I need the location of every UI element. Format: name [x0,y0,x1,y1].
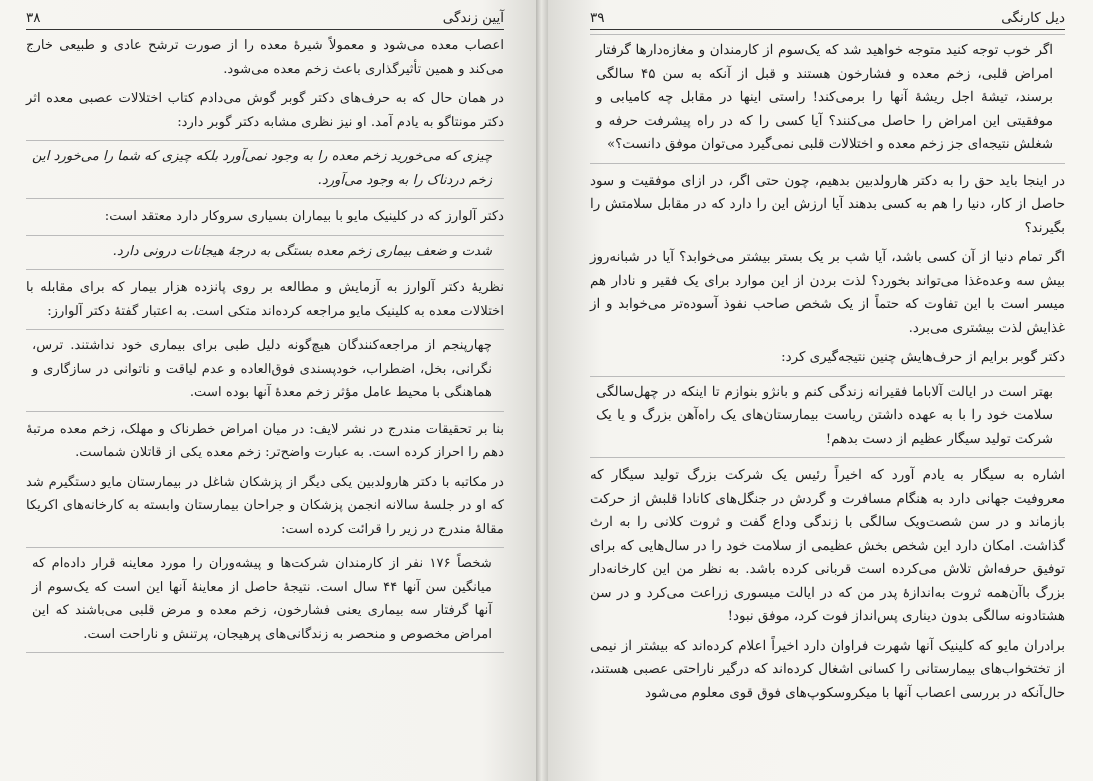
paragraph: برادران مایو که کلینیک آنها شهرت فراوان دارد اخیراً اعلام کرده‌اند که بیشتر از نیمی از تختخواب‌های بیمارستانی را کسانی اشغال کرده‌اند که درگیر ناراحتی عصبی هستند، حال‌آنکه در بررسی اعصاب آنها با میکروسکوپ‌های فوق قوی معلوم می‌شود [590,638,1065,701]
block-quote: چیزی که می‌خورید زخم معده را به وجود نمی‌آورد بلکه چیزی که شما را می‌خورد این زخم دردناک را به وجود می‌آورد. [26,140,504,199]
book-title: آیین زندگی [442,10,504,26]
left-page-body [26,34,504,653]
paragraph: اعصاب معده می‌شود و معمولاً شیرهٔ معده را از صورت ترشح عادی و طبیعی خارج می‌کند و همین تأثیرگذاری باعث زخم معده می‌شود. [26,38,504,77]
right-page-header [590,10,1065,30]
right-page [548,0,1093,781]
block-quote: شخصاً ۱۷۶ نفر از کارمندان شرکت‌ها و پیشه‌وران را مورد معاینه قرار داده‌ام که میانگین سن آنها ۴۴ سال است. نتیجهٔ حاصل از معاینهٔ آنها این است که یک‌سوم از آنها گرفتار سه بیماری یعنی فشارخون، زخم معده و مرض قلبی می‌باشند که این امراض مخصوص و منحصر به زندگانی‌های پرهیجان، پرتنش و ناراحت است. [26,547,504,653]
block-quote: شدت و ضعف بیماری زخم معده بستگی به درجهٔ هیجانات درونی دارد. [26,235,504,271]
paragraph: در مکاتبه با دکتر هارولدبین یکی دیگر از پزشکان شاغل در بیمارستان مایو دستگیرم شد که او در جلسهٔ سالانه انجمن پزشکان و جراحان بیمارستان وابسته به کارخانه‌های اکریکا مقالهٔ مندرج در زیر را قرائت کرده است: [26,474,504,537]
paragraph: دکتر گوبر برایم از حرف‌هایش چنین نتیجه‌گیری کرد: [781,350,1065,365]
paragraph: اگر تمام دنیا از آن کسی باشد، آیا شب بر یک بستر بیشتر می‌خوابد؟ آیا در شبانه‌روز بیش سه وعده‌غذا می‌تواند بخورد؟ لذت بردن از این موارد برای یک فقیر و نادار هم میسر است با این تفاوت که حتماً از یک شخص صاحب نفوذ آسوده‌تر می‌خوابد و از غذایش لذت بیشتری می‌برد. [590,250,1065,336]
paragraph: اشاره به سیگار به یادم آورد که اخیراً رئیس یک شرکت بزرگ تولید سیگار که معروفیت جهانی دارد به هنگام مسافرت و گردش در جنگل‌های کانادا قلبش از حرکت بازماند و در سن شصت‌ویک سالگی با زندگی وداع گفت و ثروت کلانی را به ارث گذاشت. امکان دارد این شخص بخش عظیمی از سلامت خود را در سال‌هایی که برای توفیق حرفه‌اش تلاش می‌کرده است قربانی کرده باشد. به نظر من این کارخانه‌دار بزرگ باآن‌همه ثروت به‌اندازهٔ پدر من که در ایالت میسوری زراعت می‌کرد و در سن هشتادونه سالگی بدون دیناری پس‌انداز فوت کرد، موفق نبود! [590,468,1065,624]
block-quote: چهارپنجم از مراجعه‌کنندگان هیچ‌گونه دلیل طبی برای بیماری خود نداشتند. ترس، نگرانی، بخل، اضطراب، خودپسندی فوق‌العاده و عدم لیاقت و ناتوانی در سازگاری و هماهنگی با محیط عامل مؤثر زخم معدهٔ آنها بوده است. [26,329,504,412]
paragraph: نظریهٔ دکتر آلوارز به آزمایش و مطالعه بر روی پانزده هزار بیمار که برای مقابله با اختلالات معده به کلینیک مایو مراجعه کرده‌اند متکی است. به اعتبار گفتهٔ دکتر آلوارز: [26,280,504,319]
paragraph: دکتر آلوارز که در کلینیک مایو با بیماران بسیاری سروکار دارد معتقد است: [104,209,504,224]
right-page-body [590,34,1065,705]
page-number: ۳۹ [590,10,605,26]
book-gutter [536,0,548,781]
block-quote: اگر خوب توجه کنید متوجه خواهید شد که یک‌سوم از کارمندان و مغازه‌دارها گرفتار امراض قلبی، زخم معده و فشارخون هستند و قبل از آنکه به سن ۴۵ سالگی برسند، تیشهٔ اجل ریشهٔ آنها را برمی‌کند! راستی اینها در مقابل چه کامیابی و موفقیتی این امراض را حاصل می‌کنند؟ آیا کسی را که در راه پیشرفت حرفه و شغلش نتیجه‌ای جز زخم معده و اختلالات قلبی نمی‌گیرد می‌توان موفق دانست؟» [590,34,1065,164]
page-number: ۳۸ [26,10,41,26]
author-name: دیل کارنگی [1001,10,1065,26]
left-page-header [26,10,504,30]
paragraph: در اینجا باید حق را به دکتر هارولدبین بدهیم، چون حتی اگر، در ازای موفقیت و سود حاصل از کار، دنیا را هم به کسی بدهند آیا ارزش این را دارد که در مقابل سلامتش را بگیرند؟ [590,173,1065,236]
paragraph: در همان حال که به حرف‌های دکتر گوبر گوش می‌دادم کتاب اختلالات عصبی معده اثر دکتر مونتاگو به یادم آمد. او نیز نظری مشابه دکتر گوبر دارد: [26,91,504,130]
paragraph: بنا بر تحقیقات مندرج در نشر لایف: در میان امراض خطرناک و مهلک، زخم معده مرتبهٔ دهم را احراز کرده است. به عبارت واضح‌تر: زخم معده یکی از قاتلان شماست. [26,421,504,460]
block-quote: بهتر است در ایالت آلاباما فقیرانه زندگی کنم و بانژو بنوازم تا اینکه در چهل‌سالگی سلامت خود را با به عهده داشتن ریاست بیمارستان‌های یک راه‌آهن بزرگ و یا یک شرکت تولید سیگار عظیم از دست بدهم! [590,376,1065,459]
left-page [0,0,536,781]
